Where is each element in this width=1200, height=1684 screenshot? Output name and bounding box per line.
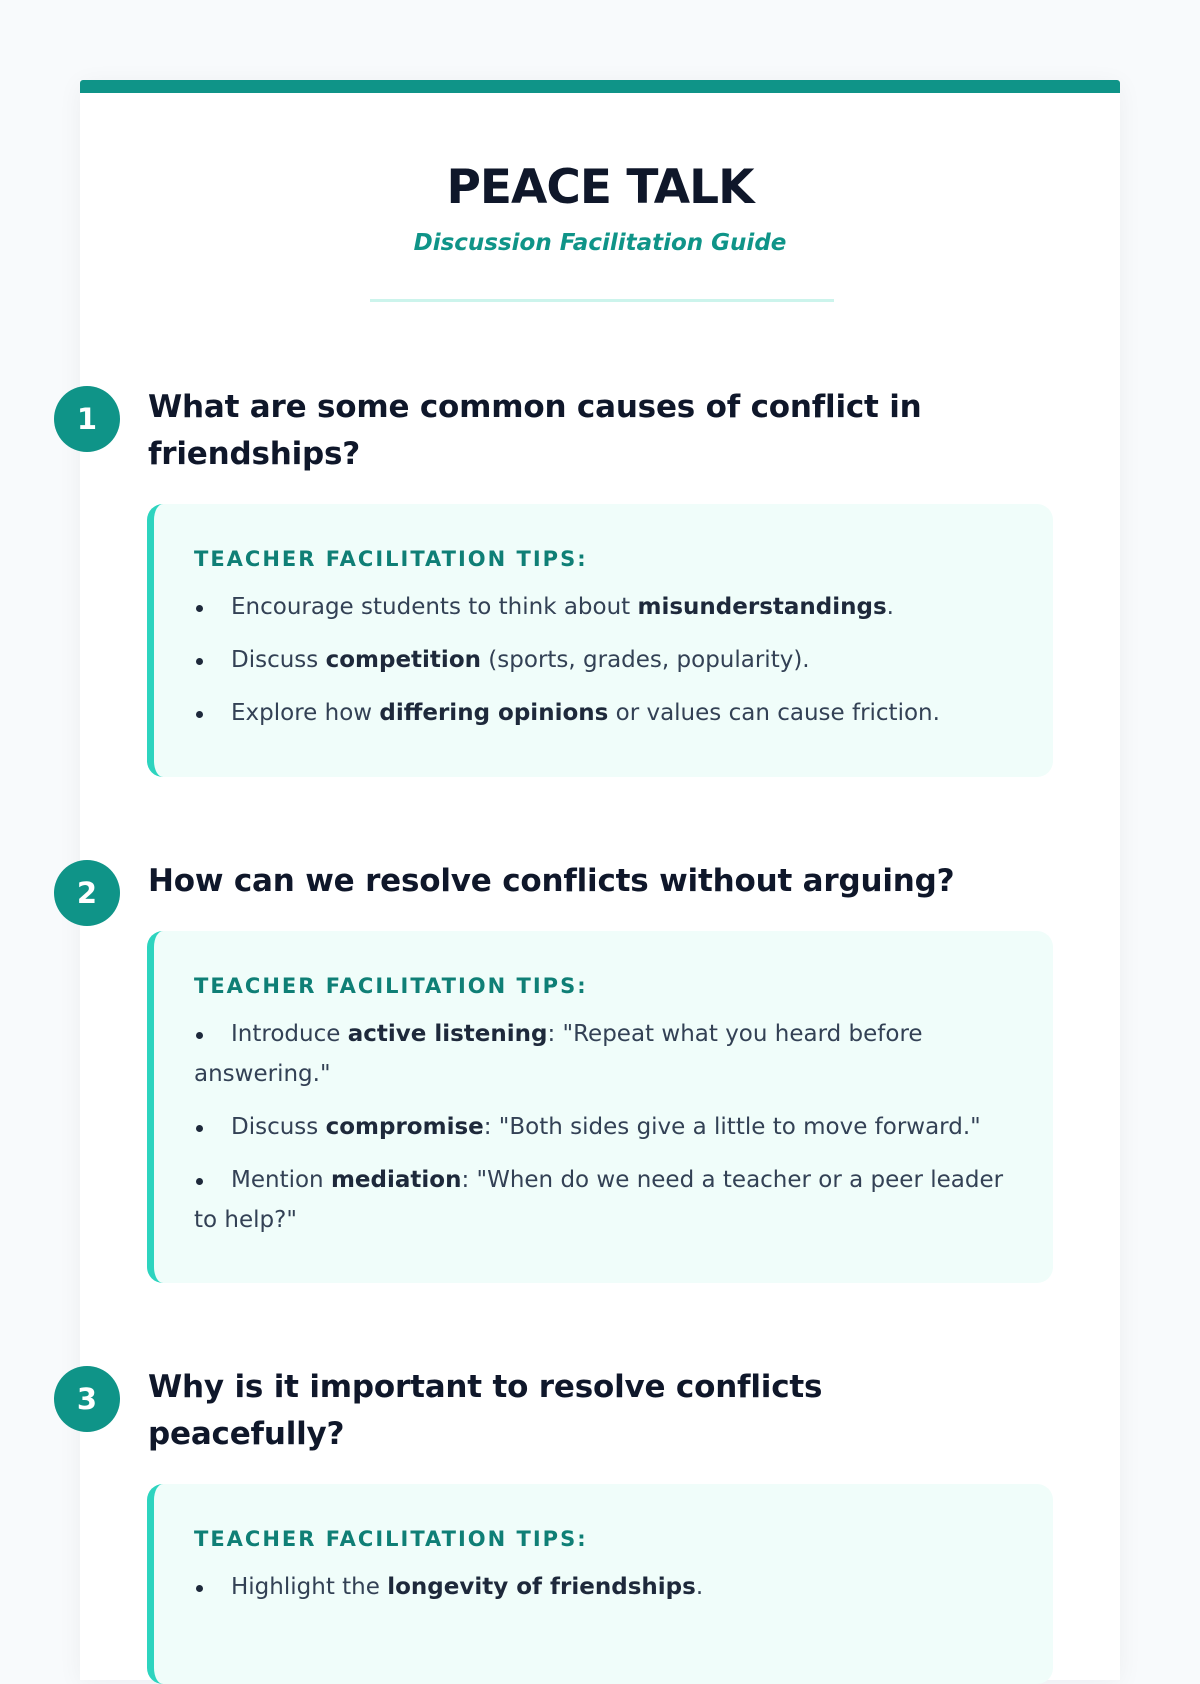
question-heading: How can we resolve conflicts without arguing? — [148, 863, 955, 899]
question-heading: Why is it important to resolve conflicts peacefully? — [148, 1369, 823, 1452]
guide-card — [76, 80, 1120, 1680]
tips-list — [194, 1014, 1013, 1240]
tip-item: Explore how differing opinions or values can cause friction. — [194, 693, 1013, 733]
tip-item: Encourage students to think about misunderstandings. — [194, 587, 1013, 627]
accent-bar — [80, 80, 1120, 93]
facilitation-tips-box — [147, 931, 1053, 1283]
tip-item: Introduce active listening: "Repeat what you heard before answering." — [194, 1014, 1013, 1094]
page-subtitle: Discussion Facilitation Guide — [413, 230, 787, 256]
question-heading: What are some common causes of conflict in friendships? — [148, 389, 922, 472]
question-number-badge: 2 — [54, 860, 120, 926]
tips-list — [194, 587, 1013, 733]
facilitation-tips-box — [147, 504, 1053, 777]
question-number-badge: 3 — [54, 1366, 120, 1432]
question-number-badge: 1 — [54, 386, 120, 452]
tips-label: TEACHER FACILITATION TIPS: — [194, 1527, 588, 1551]
tips-label: TEACHER FACILITATION TIPS: — [194, 547, 588, 571]
tip-item: Discuss compromise: "Both sides give a little to move forward." — [194, 1107, 1013, 1147]
facilitation-tips-box — [147, 1484, 1053, 1684]
tip-item: Discuss competition (sports, grades, popularity). — [194, 640, 1013, 680]
tips-label: TEACHER FACILITATION TIPS: — [194, 974, 588, 998]
tip-item: Highlight the longevity of friendships. — [194, 1567, 1013, 1607]
header — [80, 160, 1120, 258]
tip-item: Mention mediation: "When do we need a teacher or a peer leader to help?" — [194, 1160, 1013, 1240]
page-title: PEACE TALK — [446, 160, 754, 215]
header-divider — [370, 299, 834, 302]
tips-list — [194, 1567, 1013, 1607]
